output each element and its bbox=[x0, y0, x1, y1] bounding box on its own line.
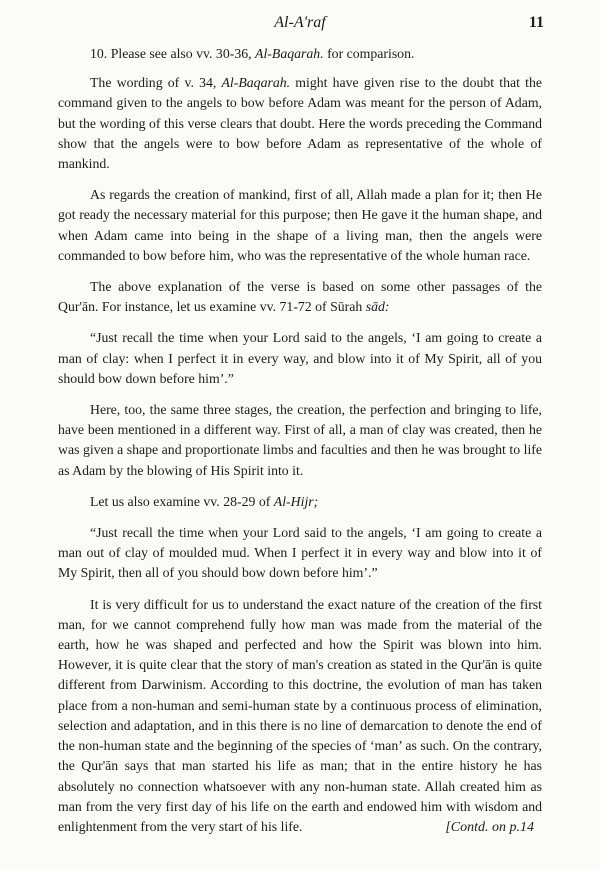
text-run: might have given rise to the doubt that the command given to the angels to bow before Adam was meant for the person of Adam, but the wording of this verse clears that doubt. Here the words preceding the Command show that the angels were to bow before Adam as representative of the whole of mankind. bbox=[58, 75, 542, 172]
text-run: Let us also examine vv. 28-29 of bbox=[90, 493, 274, 509]
italic-run: sād: bbox=[365, 299, 390, 315]
text-run: As regards the creation of mankind, first of all, Allah made a plan for it; then He got ready the necessary material for this purpose; then He gave it the human shape, and when Adam came into being in the shape of a living man, then the angels were commanded to bow before him, who was the representative of the whole human race. bbox=[58, 187, 542, 263]
continued-note: [Contd. on p.14 bbox=[445, 820, 534, 835]
italic-run: Al-Baqarah. bbox=[255, 46, 324, 61]
text-run: “Just recall the time when your Lord said to the angels, ‘I am going to create a man of clay: when I perfect it in every way, and blow into it of My Spirit, all of you should bow down before him’.” bbox=[58, 330, 542, 386]
text-run: 10. Please see also vv. 30-36, bbox=[90, 46, 256, 61]
paragraph bbox=[58, 73, 542, 174]
text-run: “Just recall the time when your Lord said to the angels, ‘I am going to create a man out of clay of moulded mud. When I perfect it in every way and blow into it of My Spirit, then all of you should bow down before him’.” bbox=[58, 525, 542, 581]
quotation bbox=[58, 328, 542, 389]
paragraph bbox=[58, 185, 542, 266]
text-run: The above explanation of the verse is based on some other passages of the Qur'ān. For instance, let us examine vv. 71-72 of Sūrah bbox=[58, 279, 542, 315]
body-text bbox=[58, 44, 542, 848]
text-run: Here, too, the same three stages, the creation, the perfection and bringing to life, have been mentioned in a different way. First of all, a man of clay was created, then he was given a shape and proportionate limbs and faculties and then he was brought to life as Adam by the blowing of His Spirit into it. bbox=[58, 402, 542, 478]
quotation bbox=[58, 523, 542, 584]
paragraph bbox=[58, 595, 542, 837]
paragraph bbox=[58, 400, 542, 481]
text-run: The wording of v. 34, bbox=[90, 75, 222, 91]
paragraph bbox=[58, 492, 542, 512]
paragraph bbox=[58, 277, 542, 317]
text-run: It is very difficult for us to understand the exact nature of the creation of the first man, for we cannot comprehend fully how man was made from the material of the earth, how he was shaped and perfected and how the Spirit was blown into him. However, it is quite clear that the story of man's creation as stated in the Qur'ān is quite different from Darwinism. According to this doctrine, the evolution of man has taken place from a non-human and semi-human state by a continuous process of elimination, selection and adaptation, and in this there is no line of demarcation to denote the end of the non-human state and the beginning of the species of ‘man’ as such. On the contrary, the Qur'ān says that man started his life as man; that in the entire history he has absolutely no connection whatsoever with any non-human state. Allah created him as man from the very first day of his life on the earth and endowed him with wisdom and enlightenment from the very start of his life. bbox=[58, 596, 542, 834]
running-title: Al-A'raf bbox=[274, 14, 326, 31]
italic-run: Al-Baqarah. bbox=[221, 75, 291, 91]
note-paragraph bbox=[58, 44, 542, 64]
page-header bbox=[0, 14, 600, 38]
italic-run: Al-Hijr; bbox=[273, 493, 319, 509]
text-run: for comparison. bbox=[323, 46, 415, 61]
page-number: 11 bbox=[528, 14, 544, 31]
